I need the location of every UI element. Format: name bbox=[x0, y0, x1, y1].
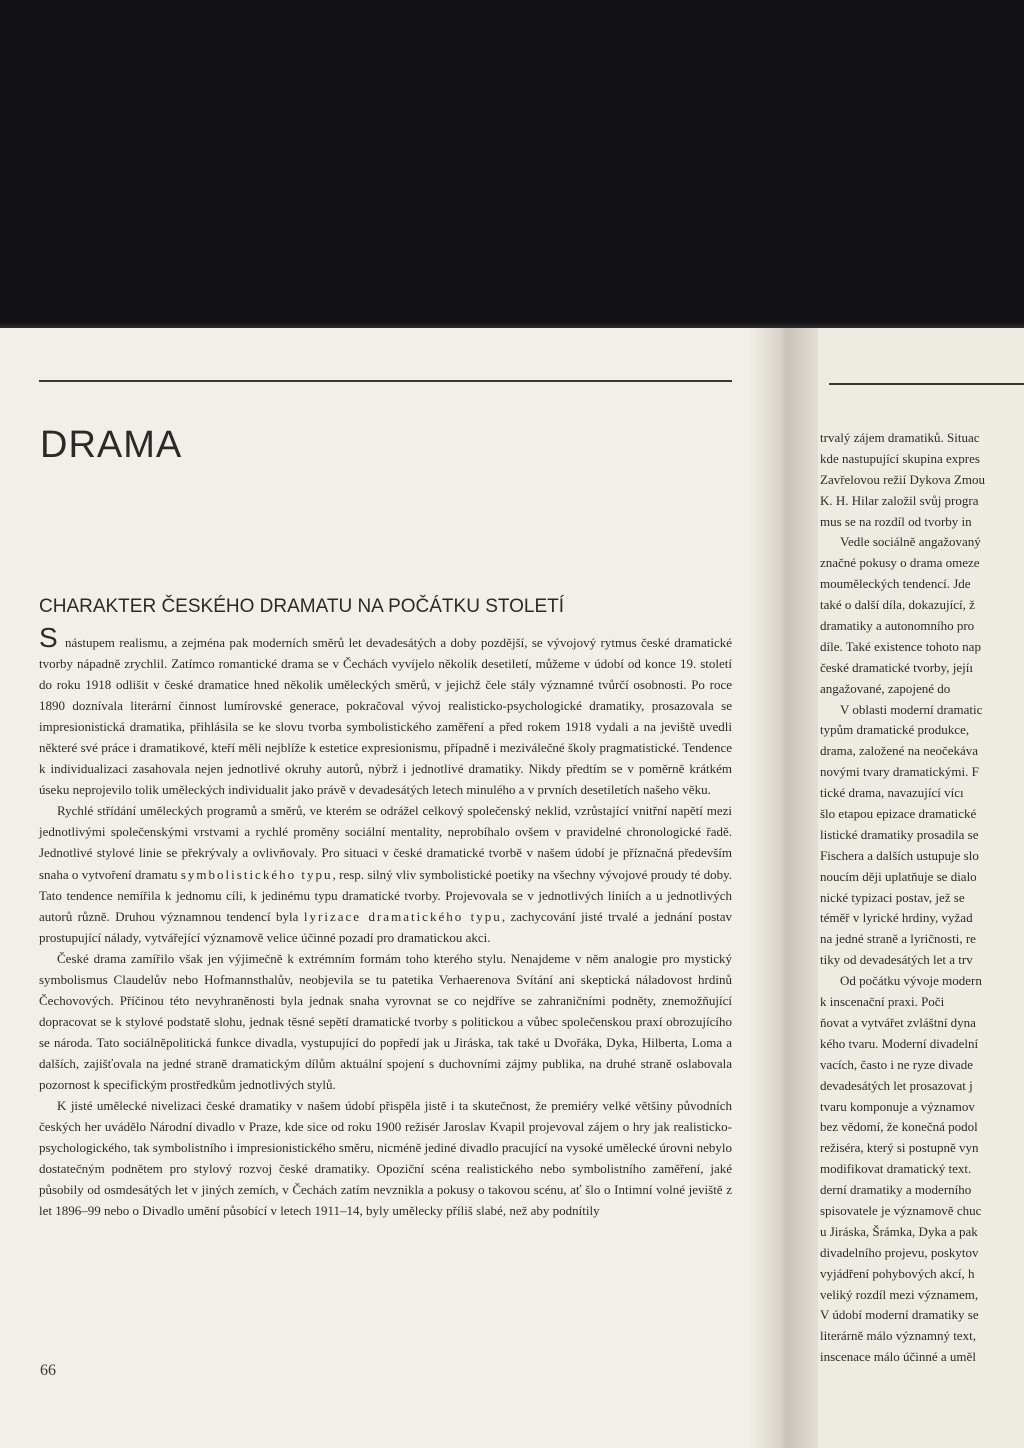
right-page-line: inscenace málo účinné a uměl bbox=[820, 1349, 976, 1365]
right-page-line: režiséra, který si postupně vyn bbox=[820, 1140, 979, 1156]
right-page-line: drama, založené na neočekáva bbox=[820, 743, 979, 759]
paragraph-2-text-b: , resp. silný vliv symbolistické poetiky na všechny vývojové proudy té doby. Tato tendence nemířila k jednomu cíli, k jedinému typu dramatické tvorby. Projevovala se v jednotlivých liniích a u jednotlivých autorů různě. Druhou významnou tendencí byla bbox=[39, 866, 732, 924]
right-page-line: angažované, zapojené do bbox=[820, 680, 951, 696]
chapter-title: DRAMA bbox=[40, 424, 183, 466]
right-page-line: novými tvary dramatickými. F bbox=[820, 764, 979, 780]
right-page-line: vyjádření pohybových akcí, h bbox=[820, 1265, 975, 1281]
right-page-line: tiky od devadesátých let a trv bbox=[820, 952, 973, 968]
paragraph-1 bbox=[39, 622, 732, 800]
right-page-line: spisovatele je významově chuc bbox=[820, 1202, 982, 1218]
right-page-line: tické drama, navazující vícı bbox=[820, 785, 964, 801]
top-rule-right bbox=[829, 383, 1024, 385]
page-number: 66 bbox=[40, 1362, 56, 1379]
right-page-line: bez vědomí, že konečná podol bbox=[820, 1119, 978, 1135]
right-page-line: Fischera a dalších ustupuje slo bbox=[820, 847, 979, 863]
right-page-line: také o další díla, dokazující, ž bbox=[820, 597, 975, 613]
right-page-line: k inscenační praxi. Poči bbox=[820, 994, 945, 1010]
right-page-line: ňovat a vytvářet zvláštní dyna bbox=[820, 1014, 976, 1030]
right-page-line: derní dramatiky a moderního bbox=[820, 1182, 972, 1198]
right-page-line: nické typizaci postav, jež se bbox=[820, 889, 965, 905]
paragraph-4: K jisté umělecké nivelizaci české dramatiky v našem údobí přispěla jistě i ta skutečnost, že premiéry velké většiny původních českých her uvádělo Národní divadlo v Praze, kde sice od roku 1900 režisér Jaroslav Kvapil projevoval zájem o hry jak realisticko-psychologického, tak symbolistního i impresionistického směru, nicméně jediné divadlo pracující na vysoké umělecké úrovni nebylo dostatečným podnětem pro stylový rozvoj české dramatiky. Opoziční scéna realistického nebo symbolistního zaměření, jaké působily od osmdesátých let v jiných zemích, v Čechách zatím nevznikla a pokusy o takovou scénu, ať šlo o Intimní volné jeviště z let 1896–99 nebo o Divadlo umění působící v letech 1911–14, byly umělecky příliš slabé, než aby podnítily bbox=[39, 1098, 732, 1219]
right-page-line: mus se na rozdíl od tvorby in bbox=[820, 513, 972, 529]
paragraph-2 bbox=[39, 800, 732, 947]
dark-background-area bbox=[0, 0, 1024, 328]
right-page-line: K. H. Hilar založil svůj progra bbox=[820, 492, 979, 508]
right-page-line: vacích, často i ne ryze divade bbox=[820, 1056, 974, 1072]
right-page-line: u Jiráska, Šrámka, Dyka a pak bbox=[820, 1223, 978, 1239]
right-page-line: V oblasti moderní dramatic bbox=[840, 701, 983, 717]
right-page-line: Vedle sociálně angažovaný bbox=[840, 534, 981, 550]
paragraph-2-spaced-2: lyrizace dramatického typu bbox=[303, 908, 502, 924]
paragraph-2-text-a: Rychlé střídání uměleckých programů a směrů, ve kterém se odrážel celkový společenský neklid, vzrůstající vnitřní napětí mezi jednotlivými společenskými vrstvami a rychlé proměny sociální mentality, neprobíhalo ovšem v pravidelné chronologické řadě. Jednotlivé stylové linie se překrývaly a ovlivňovaly. Pro situaci v české dramatické tvorbě v našem údobí je příznačná především snaha o vytvoření dramatu bbox=[39, 803, 732, 882]
right-page-line: V údobí moderní dramatiky se bbox=[820, 1307, 979, 1323]
right-page-line: divadelního projevu, poskytov bbox=[820, 1244, 979, 1260]
paragraph-1-text: nástupem realismu, a zejména pak moderních směrů let devadesátých a doby pozdější, se vývojový rytmus české dramatické tvorby nápadně zrychlil. Zatímco romantické drama se v Čechách vyvíjelo několik desetiletí, můžeme v údobí od konce 19. století do roku 1918 odlišit v české dramatice hned několik uměleckých směrů, v jejichž čele stály významné tvůrčí osobnosti. Po roce 1890 doznívala literární činnost lumírovské generace, pokračoval vývoj realisticko-psychologické dramatiky, prosazovala se impresionistická dramatika, přihlásila se ke slovu tvorba symbolistického zaměření a před rokem 1918 vydali a na jeviště uvedli některé své práce i dramatikové, kteří měli nejblíže k estetice expresionismu, případně i meziválečné školy pragmatistické. Tendence k individualizaci zasahovala nejen jednotlivé okruhy autorů, nýbrž i jednotlivé dramatiky. Nikdy předtím se v poměrně krátkém úseku neprojevilo tolik uměleckých individualit jako právě v devadesátých letech minulého a v prvních desetiletích našeho věku. bbox=[39, 635, 732, 798]
left-body-text bbox=[39, 622, 733, 1221]
right-page-line: devadesátých let prosazovat j bbox=[820, 1077, 973, 1093]
book-gutter bbox=[748, 328, 818, 1448]
right-page-line: trvalý zájem dramatiků. Situac bbox=[820, 430, 980, 445]
drop-cap: S bbox=[39, 622, 58, 653]
right-page-line: veliký rozdíl mezi významem, bbox=[820, 1286, 979, 1302]
right-page-line: šlo etapou epizace dramatické bbox=[820, 806, 977, 822]
right-page-line: Od počátku vývoje modern bbox=[840, 973, 982, 989]
top-rule-left bbox=[39, 380, 732, 382]
right-body-text bbox=[820, 428, 1024, 1368]
right-page-line: tvaru komponuje a významov bbox=[820, 1098, 975, 1114]
right-page-line: díle. Také existence tohoto nap bbox=[820, 638, 981, 654]
right-page-line: typům dramatické produkce, bbox=[820, 722, 970, 738]
right-page-line: dramatiky a autonomního pro bbox=[820, 618, 975, 634]
right-page-line: listické dramatiky prosadila se bbox=[820, 826, 979, 842]
paragraph-3: České drama zamířilo však jen výjimečně k extrémním formám toho kterého stylu. Nenajdeme v něm analogie pro mystický symbolismus Claudelův nebo Hofmannsthalův, neobjevila se tu patetika Verhaerenova Svítání ani skeptická náladovost hrdinů Čechovových. Příčinou této nevyhraněnosti byla jednak snaha vyrovnat se co nejdříve se zahraničními podněty, znemožňující dopracovat se k stylové podstatě slohu, jednak těsné sepětí dramatické tvorby s politickou a vůbec společenskou praxí obrozujícího se národa. Tato sociálněpolitická funkce divadla, vystupující do popředí jak u Jiráska, tak také u Dvořáka, Dyka, Hilberta, Loma a dalších, zajišťovala na jedné straně dramatickým dílům aktuální spojení s duchovními zájmy publika, na druhé straně oslabovala pozornost k specifickým prostředkům jednotlivých stylů. bbox=[39, 950, 732, 1092]
right-page-line: modifikovat dramatický text. bbox=[820, 1161, 972, 1177]
right-page-line: téměř v lyrické hrdiny, vyžad bbox=[820, 910, 973, 926]
paragraph-2-text-c: , zachycování jisté trvalé a jednání postav prostupující nálady, vytvářející významově velice účinné pozadí pro dramatickou akci. bbox=[39, 908, 733, 945]
right-page-line: noucím ději uplatňuje se dialo bbox=[820, 868, 977, 884]
paragraph-2-spaced-1: symbolistického typu bbox=[180, 866, 333, 882]
right-page-line: kde nastupující skupina expres bbox=[820, 450, 980, 466]
right-page-line: značné pokusy o drama omeze bbox=[820, 555, 980, 571]
right-page-line: na jedné straně a lyričnosti, re bbox=[820, 931, 976, 947]
right-page-line: české dramatické tvorby, jejíı bbox=[820, 659, 973, 675]
right-page-line: Zavřelovou režií Dykova Zmou bbox=[820, 471, 985, 487]
section-heading: CHARAKTER ČESKÉHO DRAMATU NA POČÁTKU STOLETÍ bbox=[39, 596, 565, 617]
right-page-line: literárně málo významný text, bbox=[820, 1328, 976, 1344]
right-page-line: kého tvaru. Moderní divadelní bbox=[820, 1035, 979, 1051]
right-page-line: moumĕleckých tendencí. Jde bbox=[820, 576, 971, 592]
